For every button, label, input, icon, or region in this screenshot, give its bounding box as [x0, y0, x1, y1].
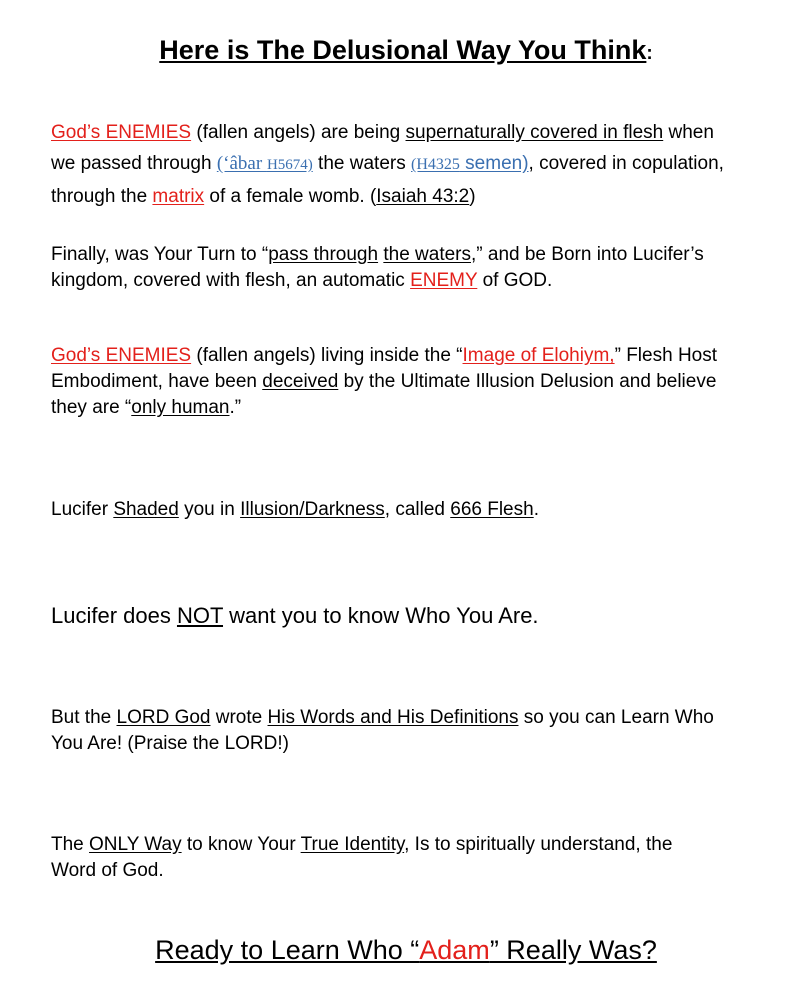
p4-text-a: Lucifer	[51, 499, 114, 520]
p6-text-e: so you can Learn Who	[518, 707, 714, 728]
title-text: Here is The Delusional Way You Think	[159, 35, 647, 65]
p2-text-e: ,” and be Born into Lucifer’s	[471, 244, 704, 265]
p4-text-c: you in	[178, 499, 241, 520]
p5-text-a: Lucifer does	[51, 603, 177, 628]
enemy-text: ENEMY	[410, 270, 478, 291]
666-flesh-text: 666 Flesh	[450, 499, 534, 520]
p2-text-f: kingdom, covered with flesh, an automatic	[51, 270, 411, 291]
image-of-elohiym-text: Image of Elohiym,	[462, 345, 615, 366]
paragraph-enemies-flesh	[51, 117, 801, 212]
p5-text-c: want you to know Who You Are.	[223, 603, 539, 628]
the-waters-text: the waters	[383, 244, 471, 265]
paragraph-lucifer-shaded	[51, 497, 801, 523]
p1-text-h: the waters	[312, 153, 411, 174]
footer-text-c: ” Really Was?	[489, 935, 657, 965]
p6-text-c: wrote	[210, 707, 268, 728]
isaiah-reference: Isaiah 43:2	[376, 186, 470, 207]
p1-text-p: )	[469, 186, 476, 207]
abar-word: (‘âbar	[216, 153, 267, 174]
paragraph-only-way	[51, 832, 801, 884]
p6-text-a: But the	[51, 707, 117, 728]
p3-text-d: ” Flesh Host	[614, 345, 718, 366]
semen-word: semen)	[459, 153, 529, 174]
p1-text-b: (fallen angels) are being	[191, 122, 406, 143]
gods-enemies-text: God’s ENEMIES	[51, 122, 192, 143]
p3-text-e: Embodiment, have been	[51, 371, 263, 392]
paragraph-lucifer-not	[51, 601, 801, 631]
gods-enemies-text-2: God’s ENEMIES	[51, 345, 192, 366]
only-way-text: ONLY Way	[89, 834, 182, 855]
matrix-text: matrix	[152, 186, 205, 207]
p1-text-n: of a female womb. (	[204, 186, 377, 207]
footer-text-a: Ready to Learn Who “	[155, 935, 420, 965]
not-text: NOT	[176, 603, 224, 628]
only-human-text: only human	[131, 397, 230, 418]
p4-text-e: , called	[384, 499, 451, 520]
pass-through-text: pass through	[268, 244, 379, 265]
p7-text-e: , Is to spiritually understand, the	[404, 834, 673, 855]
lord-god-text: LORD God	[116, 707, 211, 728]
p7-text-c: to know Your	[181, 834, 301, 855]
semen-strongs-link[interactable]	[411, 153, 529, 174]
p2-text-a: Finally, was Your Turn to “	[51, 244, 269, 265]
p6-text-f: You Are! (Praise the LORD!)	[51, 733, 289, 754]
supernaturally-covered-text: supernaturally covered in flesh	[405, 122, 664, 143]
p1-text-e: we passed through	[51, 153, 217, 174]
p3-text-j: .”	[229, 397, 242, 418]
paragraph-your-turn	[51, 242, 801, 294]
p3-text-b: (fallen angels) living inside the “	[191, 345, 463, 366]
footer-heading	[0, 934, 812, 966]
p4-text-g: .	[533, 499, 539, 520]
shaded-text: Shaded	[113, 499, 179, 520]
p7-text-f: Word of God.	[51, 860, 164, 881]
abar-number: H5674)	[266, 157, 313, 173]
true-identity-text: True Identity	[300, 834, 405, 855]
paragraph-image-elohiym	[51, 343, 801, 421]
adam-text: Adam	[419, 935, 490, 965]
deceived-text: deceived	[262, 371, 339, 392]
footer-heading-text	[155, 935, 657, 965]
page-title	[0, 34, 812, 70]
p1-text-d: when	[663, 122, 714, 143]
p1-text-k: , covered in copulation,	[528, 153, 724, 174]
p1-text-l: through the	[51, 186, 153, 207]
semen-number: (H4325	[411, 156, 460, 173]
p3-text-h: they are “	[51, 397, 132, 418]
title-colon: :	[646, 43, 653, 64]
p3-text-g: by the Ultimate Illusion Delusion and believe	[338, 371, 717, 392]
illusion-darkness-text: Illusion/Darkness	[240, 499, 385, 520]
his-words-text: His Words and His Definitions	[267, 707, 519, 728]
p2-text-h: of GOD.	[477, 270, 553, 291]
abar-strongs-link[interactable]	[217, 153, 313, 174]
p7-text-a: The	[51, 834, 90, 855]
paragraph-lord-god	[51, 705, 801, 757]
